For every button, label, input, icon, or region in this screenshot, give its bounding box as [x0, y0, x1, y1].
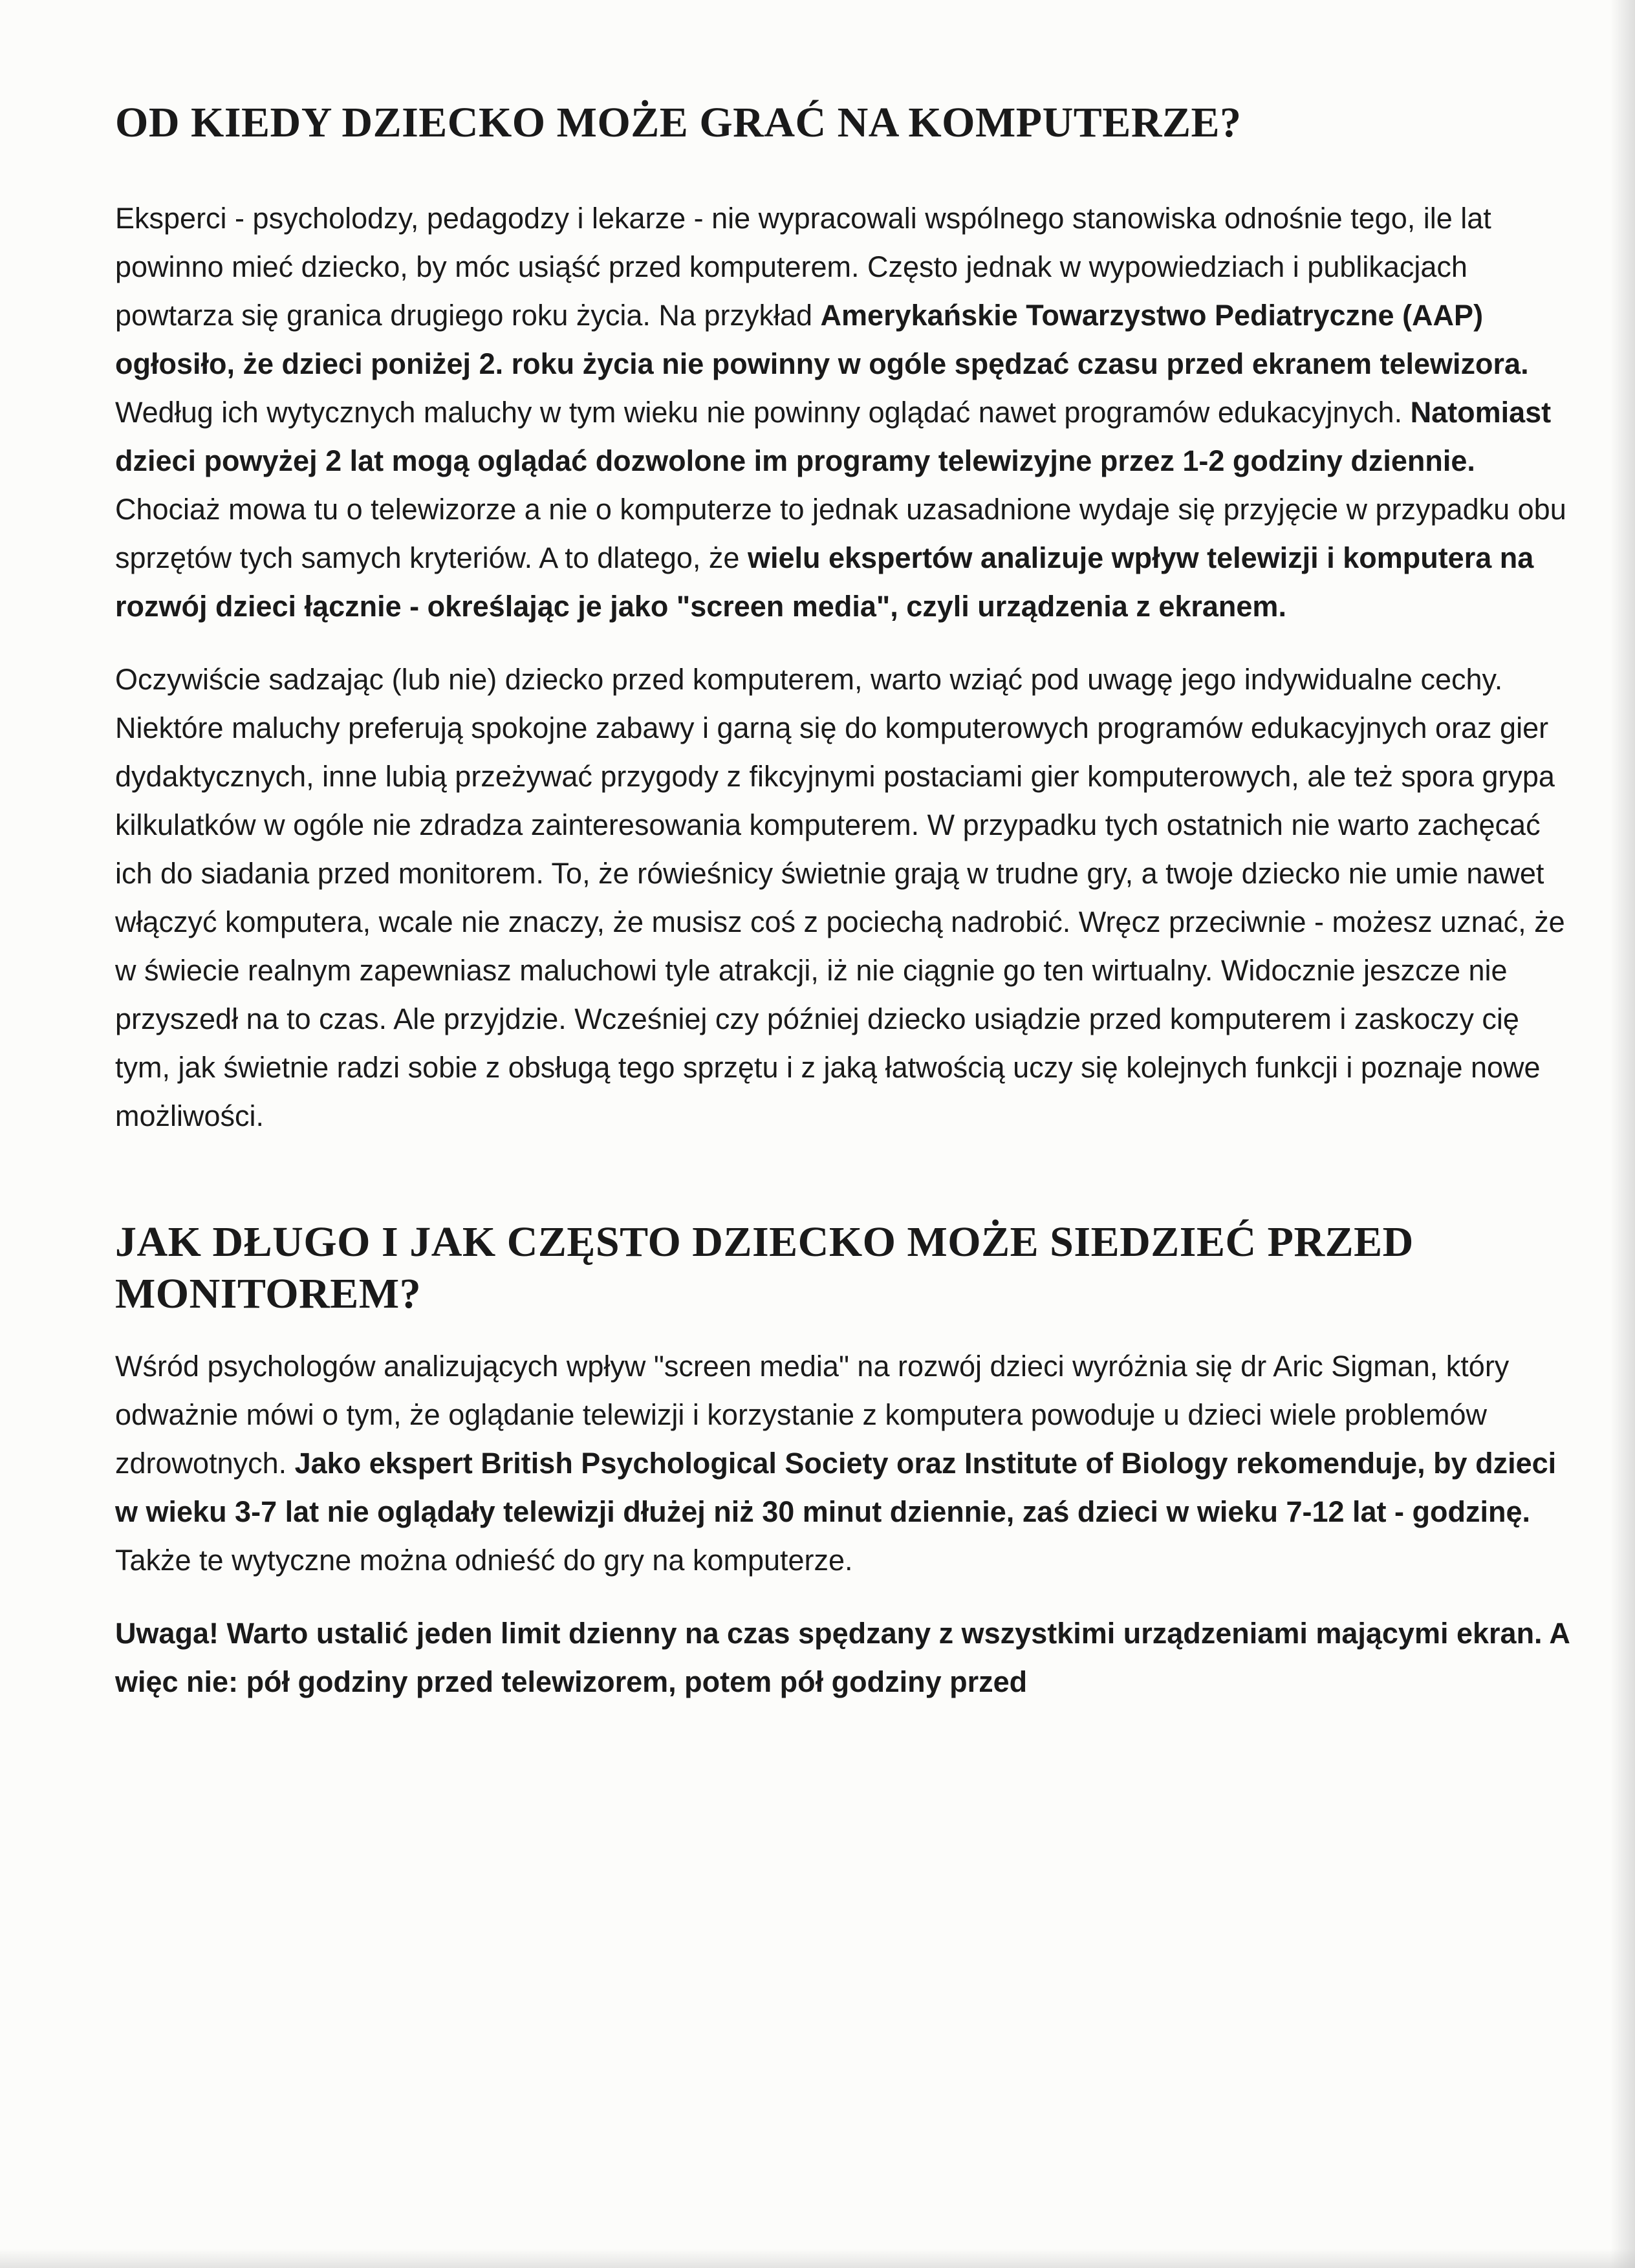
section-1-p1-text-1: Eksperci - psycholodzy, pedagodzy i lekarze - nie wypracowali wspólnego stanowiska odnośnie tego, ile lat powinno mieć dziecko, by móc usiąść przed komputerem. Często jednak w wypowiedziach i publikacjach powtarza się granica drugiego roku życia. Na przykład [115, 202, 1491, 332]
section-1-paragraph-2: Oczywiście sadzając (lub nie) dziecko przed komputerem, warto wziąć pod uwagę jego indywidualne cechy. Niektóre maluchy preferują spokojne zabawy i garną się do komputerowych programów edukacyjnych oraz gier dydaktycznych, inne lubią przeżywać przygody z fikcyjnymi postaciami gier komputerowych, ale też spora grypa kilkulatków w ogóle nie zdradza zainteresowania komputerem. W przypadku tych ostatnich nie warto zachęcać ich do siadania przed monitorem. To, że rówieśnicy świetnie grają w trudne gry, a twoje dziecko nie umie nawet włączyć komputera, wcale nie znaczy, że musisz coś z pociechą nadrobić. Wręcz przeciwnie - możesz uznać, że w świecie realnym zapewniasz maluchowi tyle atrakcji, iż nie ciągnie go ten wirtualny. Widocznie jeszcze nie przyszedł na to czas. Ale przyjdzie. Wcześniej czy później dziecko usiądzie przed komputerem i zaskoczy cię tym, jak świetnie radzi sobie z obsługą tego sprzętu i z jaką łatwością uczy się kolejnych funkcji i poznaje nowe możliwości. [115, 663, 1565, 1132]
section-1-heading: OD KIEDY DZIECKO MOŻE GRAĆ NA KOMPUTERZE? [115, 99, 1242, 146]
section-2-paragraph-2 [115, 1609, 1577, 1706]
section-1-p1-bold-3: wielu ekspertów analizuje wpływ telewizji i komputera na rozwój dzieci łącznie - określając je jako "screen media", czyli urządzenia z ekranem. [115, 541, 1534, 623]
section-2-p1-text-2: Także te wytyczne można odnieść do gry na komputerze. [115, 1544, 853, 1577]
scan-bottom-shadow [0, 2249, 1635, 2268]
section-1-paragraph-1 [115, 194, 1577, 631]
document-page [115, 97, 1577, 1706]
section-2-paragraph-1 [115, 1342, 1577, 1584]
section-1-p1-bold-1: Amerykańskie Towarzystwo Pediatryczne (AAP) ogłosiło, że dzieci poniżej 2. roku życia nie powinny w ogóle spędzać czasu przed ekranem telewizora. [115, 299, 1529, 380]
section-1-p1-text-2: Według ich wytycznych maluchy w tym wieku nie powinny oglądać nawet programów edukacyjnych. [115, 396, 1411, 429]
section-2-heading: JAK DŁUGO I JAK CZĘSTO DZIECKO MOŻE SIEDZIEĆ PRZED MONITOREM? [115, 1218, 1414, 1317]
section-2-p1-text-1: Wśród psychologów analizujących wpływ "screen media" na rozwój dzieci wyróżnia się dr Aric Sigman, który odważnie mówi o tym, że oglądanie telewizji i korzystanie z komputera powoduje u dzieci wiele problemów zdrowotnych. [115, 1350, 1510, 1480]
section-2-p1-bold-1: Jako ekspert British Psychological Society oraz Institute of Biology rekomenduje, by dzieci w wieku 3-7 lat nie oglądały telewizji dłużej niż 30 minut dziennie, zaś dzieci w wieku 7-12 lat - godzinę. [115, 1447, 1557, 1528]
section-1-p1-text-3: Chociaż mowa tu o telewizorze a nie o komputerze to jednak uzasadnione wydaje się przyjęcie w przypadku obu sprzętów tych samych kryteriów. A to dlatego, że [115, 493, 1566, 574]
scan-edge-shadow [1610, 0, 1635, 2268]
section-1-p1-bold-2: Natomiast dzieci powyżej 2 lat mogą oglądać dozwolone im programy telewizyjne przez 1-2 godziny dziennie. [115, 396, 1552, 477]
section-2-p2-bold: Uwaga! Warto ustalić jeden limit dzienny na czas spędzany z wszystkimi urządzeniami mającymi ekran. A więc nie: pół godziny przed telewizorem, potem pół godziny przed [115, 1617, 1570, 1698]
